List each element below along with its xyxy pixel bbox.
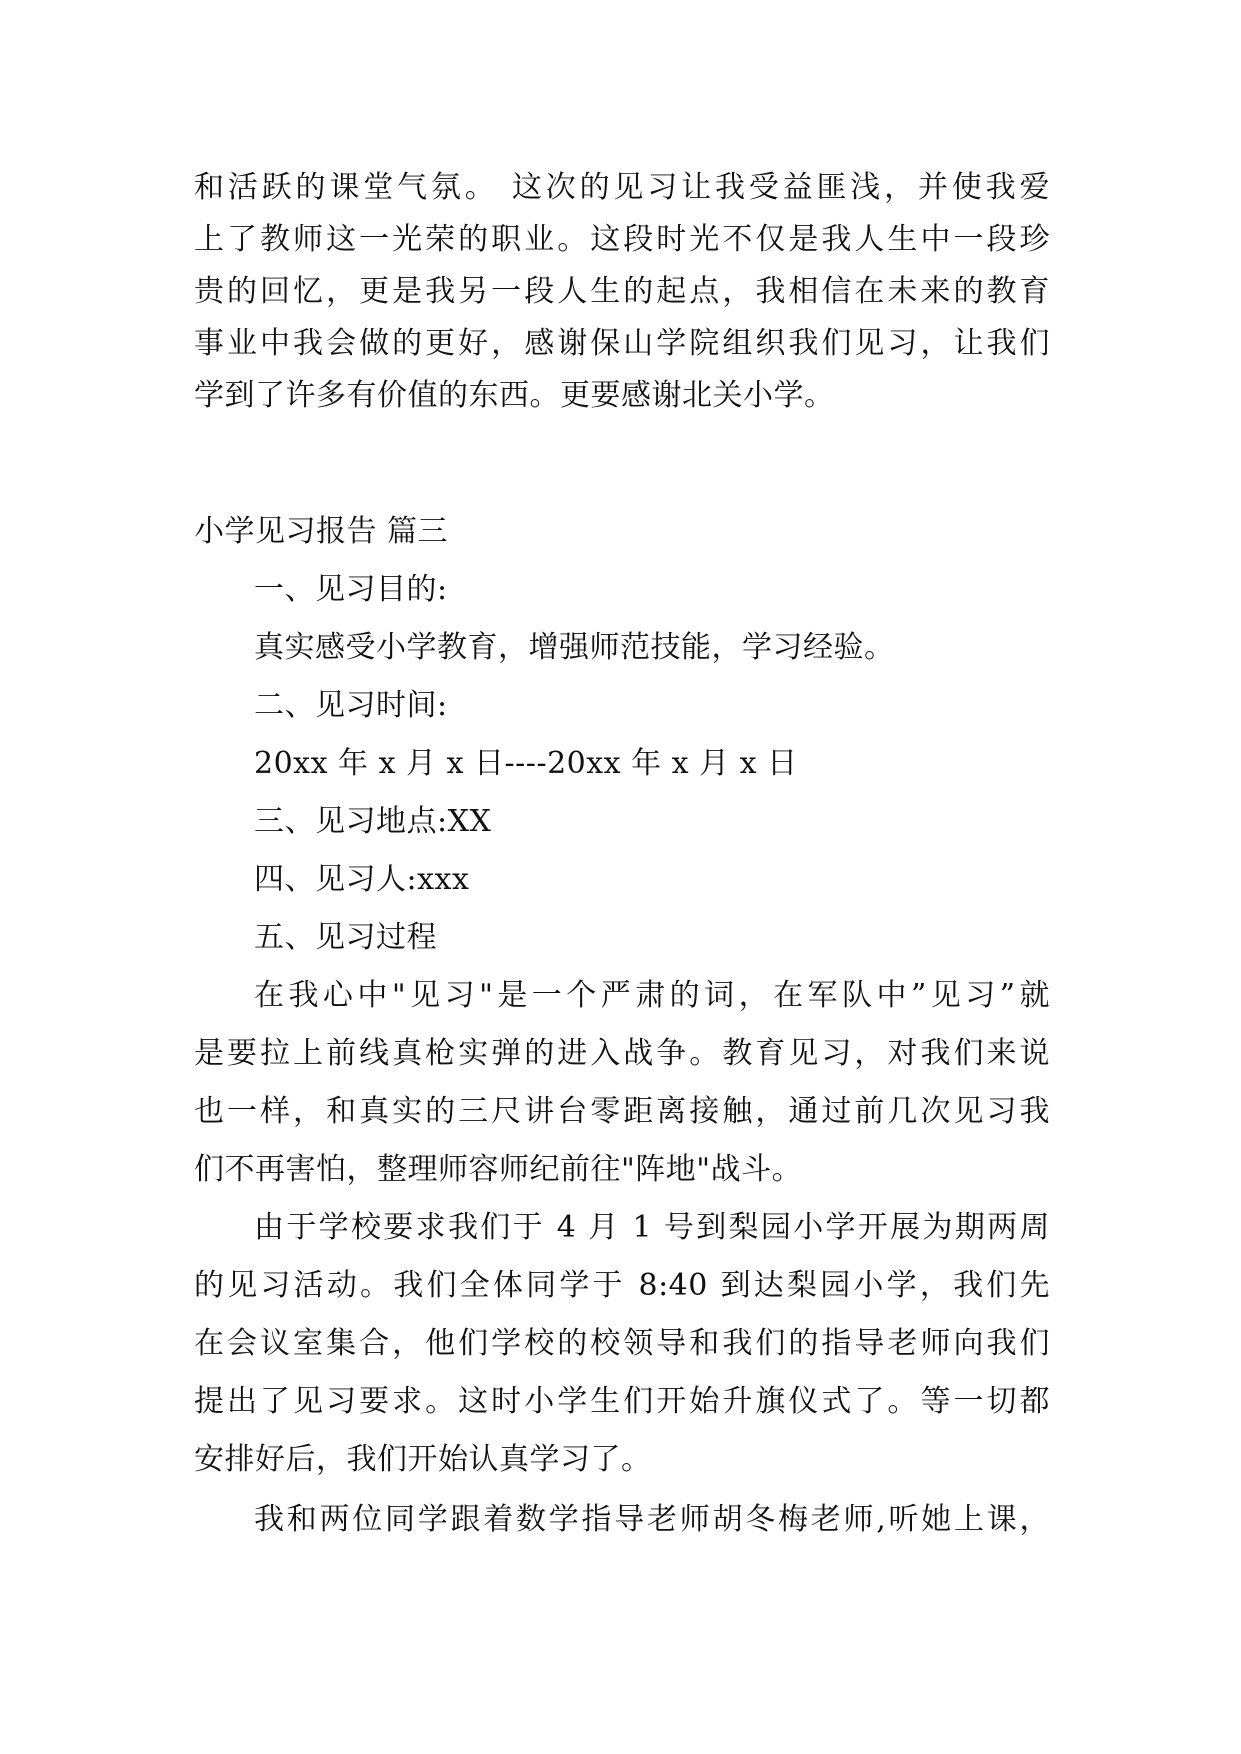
text-line: 事业中我会做的更好，感谢保山学院组织我们见习，让我们 bbox=[194, 326, 1050, 361]
text-line: 提出了见习要求。这时小学生们开始升旗仪式了。等一切都 bbox=[194, 1384, 1050, 1419]
text-line: 安排好后，我们开始认真学习了。 bbox=[194, 1442, 652, 1477]
place-text: 三、见习地点:XX bbox=[254, 804, 492, 839]
text-line: 的见习活动。我们全体同学于 8:40 到达梨园小学，我们先 bbox=[194, 1268, 1050, 1303]
process-heading: 五、见习过程 bbox=[254, 920, 437, 955]
time-heading: 二、见习时间: bbox=[254, 688, 448, 723]
purpose-heading: 一、见习目的: bbox=[254, 572, 448, 607]
text-line: 贵的回忆，更是我另一段人生的起点，我相信在未来的教育 bbox=[194, 274, 1050, 309]
text-line: 是要拉上前线真枪实弹的进入战争。教育见习，对我们来说 bbox=[194, 1036, 1050, 1071]
person-text: 四、见习人:xxx bbox=[254, 862, 470, 897]
time-text: 20xx 年 x 月 x 日----20xx 年 x 月 x 日 bbox=[254, 746, 798, 781]
purpose-text: 真实感受小学教育，增强师范技能，学习经验。 bbox=[254, 630, 895, 665]
text-line: 学到了许多有价值的东西。更要感谢北关小学。 bbox=[194, 378, 835, 413]
text-line: 上了教师这一光荣的职业。这段时光不仅是我人生中一段珍 bbox=[194, 222, 1050, 257]
text-line: 和活跃的课堂气氛。 这次的见习让我受益匪浅，并使我爱 bbox=[194, 170, 1050, 205]
text-line: 在会议室集合，他们学校的校领导和我们的指导老师向我们 bbox=[194, 1326, 1050, 1361]
text-line: 们不再害怕，整理师容师纪前往"阵地"战斗。 bbox=[194, 1152, 803, 1187]
text-line: 我和两位同学跟着数学指导老师胡冬梅老师,听她上课， bbox=[254, 1502, 1050, 1537]
section-title: 小学见习报告 篇三 bbox=[194, 514, 449, 549]
text-line: 在我心中"见习"是一个严肃的词，在军队中”见习”就 bbox=[254, 978, 1050, 1013]
text-line: 由于学校要求我们于 4 月 1 号到梨园小学开展为期两周 bbox=[254, 1210, 1050, 1245]
text-line: 也一样，和真实的三尺讲台零距离接触，通过前几次见习我 bbox=[194, 1094, 1050, 1129]
